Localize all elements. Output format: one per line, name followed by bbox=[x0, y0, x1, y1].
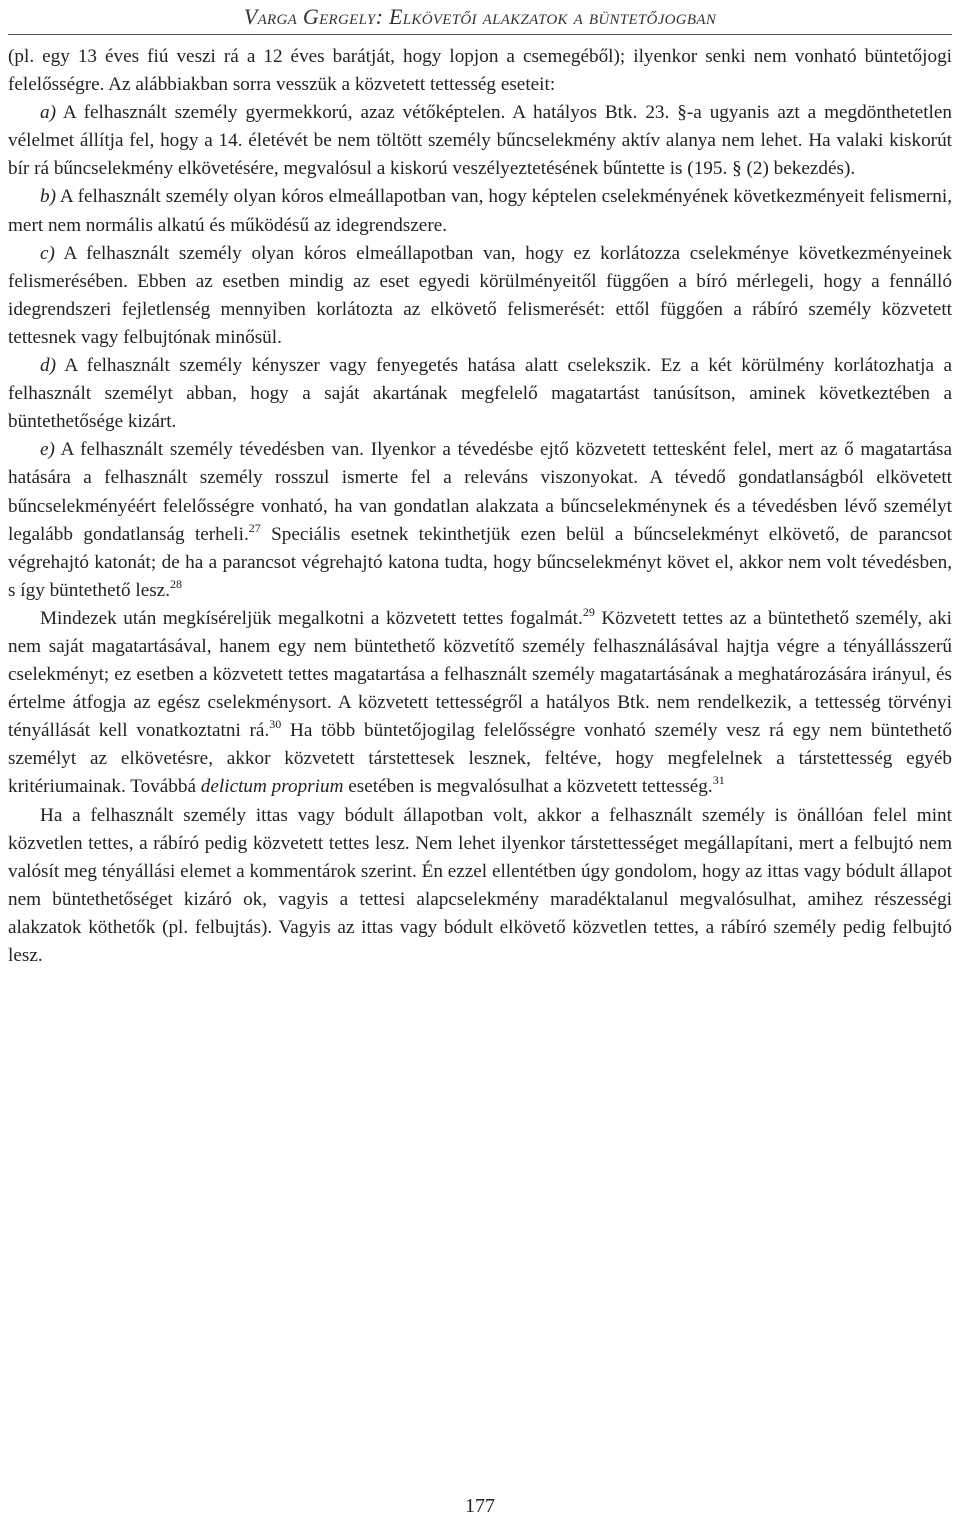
footnote-ref-30[interactable]: 30 bbox=[269, 717, 282, 732]
definition-text-1: Mindezek után megkíséreljük megalkotni a közvetett tettes fogalmát. bbox=[40, 607, 583, 629]
case-c-text: A felhasznált személy olyan kóros elmeállapotban van, hogy ez korlátozza cselekménye következményeinek felismerésében. Ebben az esetben mindig az eset egyedi körülményeitől függően a bíró mérlegeli, hogy a fennálló idegrendszeri fejletlenség mennyiben korlátozta az elkövető felismerését: ettől függően a rábíró személy közvetett tettesnek vagy felbujtónak minősül. bbox=[8, 242, 952, 348]
footnote-ref-27[interactable]: 27 bbox=[248, 520, 261, 535]
case-a-text: A felhasznált személy gyermekkorú, azaz vétőképtelen. A hatályos Btk. 23. §-a ugyanis azt a megdönthetetlen vélelmet állítja fel, hogy a 14. életévét be nem töltött személy bűncselekmény aktív alanya nem lehet. Ha valaki kiskorút bír rá bűncselekmény elkövetésére, megvalósul a kiskorú veszélyeztetésének bűntette is (195. § (2) bekezdés). bbox=[8, 102, 952, 180]
case-d-text: A felhasznált személy kényszer vagy fenyegetés hatása alatt cselekszik. Ez a két körülmény korlátozhatja a felhasznált személyt abban, hogy a saját akartának megfelelő magatartást tanúsítson, aminek következtében a büntethetősége kizárt. bbox=[8, 355, 952, 433]
case-a bbox=[8, 99, 952, 183]
footnote-ref-31[interactable]: 31 bbox=[712, 773, 725, 788]
case-c-label: c) bbox=[40, 242, 55, 264]
case-e-text-2: Speciális esetnek tekinthetjük ezen belül a bűncselekményt elkövető, de parancsot végrehajtó katonát; de ha a parancsot végrehajtó katona tudta, hogy bűncselekményt követ el, akkor nem volt tévedésben, s így büntethető lesz. bbox=[8, 523, 952, 601]
footnote-ref-28[interactable]: 28 bbox=[170, 576, 182, 591]
paragraph-definition bbox=[8, 605, 952, 802]
case-b bbox=[8, 183, 952, 239]
header-rule bbox=[8, 34, 952, 35]
definition-text-2: Közvetett tettes az a büntethető személy, aki nem saját magatartásával, hanem egy nem büntethető közvetítő személy felhasználásával hajtja végre a tényállásszerű cselekményt; ez esetben a közvetett tettes magatartása a felhasznált személy magatartásának a meghatározására irányul, és értelme átfogja az egész cselekménysort. A közvetett tettességről a hatályos Btk. nem rendelkezik, a tettesség törvényi tényállását kell vonatkoztatni rá. bbox=[8, 607, 952, 742]
running-header: Varga Gergely: Elkövetői alakzatok a büntetőjogban bbox=[243, 4, 717, 29]
case-b-text: A felhasznált személy olyan kóros elmeállapotban van, hogy képtelen cselekményének következményeit felismerni, mert nem normális alkatú és működésű az idegrendszere. bbox=[8, 186, 952, 236]
body-text bbox=[8, 43, 952, 970]
case-d bbox=[8, 352, 952, 436]
case-d-label: d) bbox=[40, 355, 56, 377]
page-number: 177 bbox=[465, 1495, 495, 1517]
definition-italic-term: delictum proprium bbox=[200, 776, 344, 798]
case-c bbox=[8, 240, 952, 352]
footnote-ref-29[interactable]: 29 bbox=[582, 604, 595, 619]
paragraph-intoxicated: Ha a felhasznált személy ittas vagy bódult állapotban volt, akkor a felhasznált személy is önállóan felel mint közvetlen tettes, a rábíró pedig közvetett tettes lesz. Nem lehet ilyenkor társtettességet megállapítani, mert a felbujtó nem valósít meg tényállási elemet a kommentárok szerint. Én ezzel ellentétben úgy gondolom, hogy az ittas vagy bódult állapot nem büntethetőséget kizáró ok, vagyis a tettesi alapcselekmény maradéktalanul megvalósulhat, amihez részességi alakzatok köthetők (pl. felbujtás). Vagyis az ittas vagy bódult elkövető közvetlen tettes, a rábíró személy pedig felbujtó lesz. bbox=[8, 804, 952, 966]
case-b-label: b) bbox=[40, 186, 56, 208]
case-e bbox=[8, 436, 952, 605]
case-a-label: a) bbox=[40, 102, 56, 124]
case-e-text-1: A felhasznált személy tévedésben van. Ilyenkor a tévedésbe ejtő közvetett tettesként felel, mert az ő magatartása hatására a felhasznált személy rosszul ismerte fel a releváns viszonyokat. A tévedő gondatlanságból elkövetett bűncselekményéért felelősségre vonható, ha van gondatlan alakzata a bűncselekménynek és a tévedésben lévő személyt legalább gondatlanság terheli. bbox=[8, 439, 952, 545]
case-e-label: e) bbox=[40, 439, 55, 461]
paragraph-intro: (pl. egy 13 éves fiú veszi rá a 12 éves barátját, hogy lopjon a csemegéből); ilyenkor senki nem vonható büntetőjogi felelősségre. Az alábbiakban sorra vesszük a közvetett tettesség eseteit: bbox=[8, 46, 952, 96]
definition-text-3: Ha több büntetőjogilag felelősségre vonható személy vesz rá egy nem büntethető személyt az elkövetésre, akkor közvetett társtettesek lesznek, feltéve, hogy megfelelnek a társtettesség egyéb kritériumainak. Továbbá bbox=[8, 720, 952, 798]
definition-text-4: esetében is megvalósulhat a közvetett tettesség. bbox=[343, 776, 713, 798]
